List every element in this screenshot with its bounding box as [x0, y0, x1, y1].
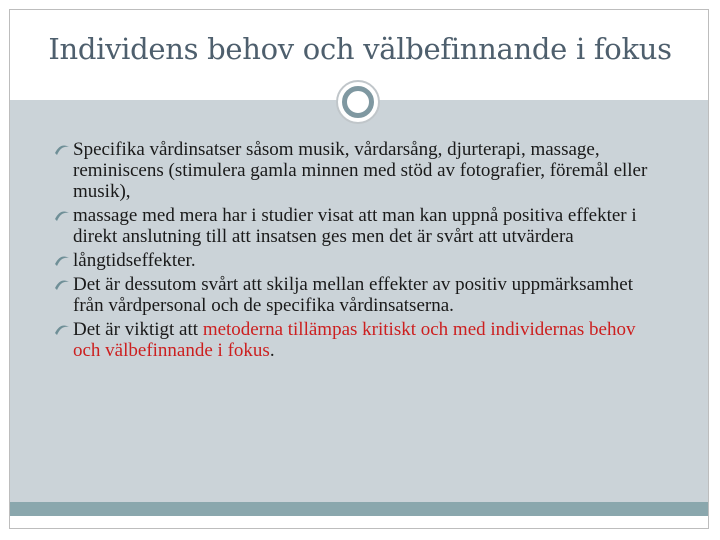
divider-ring-icon [336, 80, 380, 124]
swoosh-bullet-icon [54, 254, 70, 267]
swoosh-bullet-icon [54, 209, 70, 222]
bullet-item [54, 274, 664, 316]
bullet-item [54, 205, 664, 247]
swoosh-bullet-icon [54, 143, 70, 156]
swoosh-bullet-icon [54, 278, 70, 291]
highlighted-text: metoderna tillämpas kritiskt och med individernas behov och välbefinnande i fokus [73, 319, 636, 361]
bullet-text-after: . [269, 340, 275, 361]
bullet-text: långtidseffekter. [73, 250, 196, 271]
bullet-item [54, 319, 664, 361]
swoosh-bullet-icon [54, 323, 70, 336]
bullet-text-before: Det är viktigt att [73, 319, 203, 340]
bullet-list [54, 139, 664, 364]
bullet-item [54, 250, 664, 271]
bullet-text: Specifika vårdinsatser såsom musik, vårdarsång, djurterapi, massage, reminiscens (stimulera gamla minnen med stöd av fotografier, föremål eller musik), [73, 139, 648, 202]
bullet-text: Det är dessutom svårt att skilja mellan effekter av positiv uppmärksamhet från vårdpersonal och de specifika vårdinsatserna. [73, 274, 633, 316]
bullet-text: massage med mera har i studier visat att man kan uppnå positiva effekter i direkt anslutning till att insatsen ges men det är svårt att utvärdera [73, 205, 637, 247]
bullet-item [54, 139, 664, 202]
footer-bar [10, 502, 708, 516]
slide-title: Individens behov och välbefinnande i fokus [48, 32, 672, 66]
